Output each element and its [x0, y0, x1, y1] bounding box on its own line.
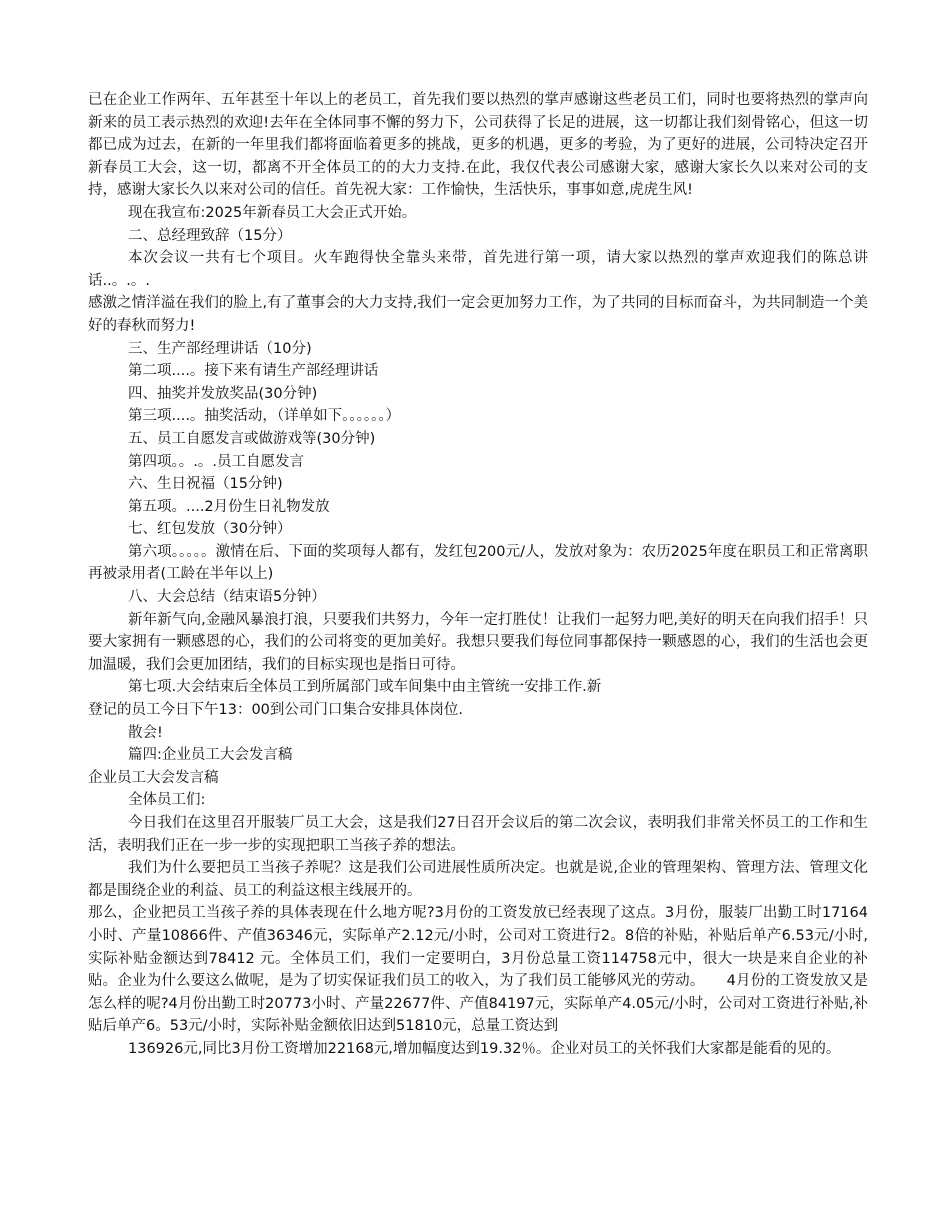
paragraph: 新年新气向,金融风暴浪打浪，只要我们共努力，今年一定打胜仗！让我们一起努力吧,美好的明天在向我们招手！只要大家拥有一颗感恩的心，我们的公司将变的更加美好。我想只要我们每位同事都保持一颗感恩的心，我们的生活也会更加温暖，我们会更加团结，我们的目标实现也是指日可待。	[88, 611, 868, 673]
paragraph: 第五项。....2月份生日礼物发放	[128, 498, 330, 515]
paragraph: 登记的员工今日下午13：00到公司门口集合安排具体岗位.	[88, 702, 464, 719]
paragraph: 现在我宣布:2025年新春员工大会正式开始。	[128, 204, 417, 221]
paragraph: 篇四:企业员工大会发言稿	[128, 747, 293, 764]
paragraph: 第六项。。。。。激情在后、下面的奖项每人都有，发红包200元/人，发放对象为：农历2025年度在职员工和正常离职再被录用者(工龄在半年以上)	[88, 543, 868, 583]
paragraph: 那么，企业把员工当孩子养的具体表现在什么地方呢?3月份的工资发放已经表现了这点。3月份，服装厂出勤工时17164小时、产量10866件、产值36346元，实际单产2.12元/小时，公司对工资进行2。8倍的补贴，补贴后单产6.53元/小时,实际补贴金额达到78412 元。全体员工们，我们一定要明白，3月份总量工资114758元中，很大一块是来自企业的补贴。企业为什么要这么做呢，是为了切实保证我们员工的收入，为了我们员工能够风光的劳动。 4月份的工资发放又是怎么样的呢?4月份出勤工时20773小时、产量22677件、产值84197元，实际单产4.05元/小时，公司对工资进行补贴,补贴后单产6。53元/小时，实际补贴金额依旧达到51810元，总量工资达到	[88, 905, 868, 1035]
paragraph: 本次会议一共有七个项目。火车跑得快全靠头来带，首先进行第一项，请大家以热烈的掌声欢迎我们的陈总讲话..。.。.	[88, 250, 868, 289]
paragraph: 二、总经理致辞（15分）	[128, 227, 292, 244]
paragraph: 全体员工们:	[128, 792, 206, 809]
paragraph: 第二项....。接下来有请生产部经理讲话	[128, 363, 379, 380]
document-body	[88, 89, 868, 1061]
paragraph: 第四项。。.。.员工自愿发言	[128, 453, 304, 470]
paragraph: 七、红包发放（30分钟）	[128, 521, 292, 538]
paragraph: 企业员工大会发言稿	[88, 769, 219, 786]
paragraph: 已在企业工作两年、五年甚至十年以上的老员工，首先我们要以热烈的掌声感谢这些老员工们，同时也要将热烈的掌声向新来的员工表示热烈的欢迎!去年在全体同事不懈的努力下，公司获得了长足的进展，这一切都让我们刻骨铭心，但这一切都已成为过去，在新的一年里我们都将面临着更多的挑战，更多的机遇，更多的考验，为了更好的进展，公司特决定召开新春员工大会，这一切，都离不开全体员工的的大力支持.在此，我仅代表公司感谢大家，感谢大家长久以来对公司的支持，感谢大家长久以来对公司的信任。首先祝大家：工作愉快，生活快乐，事事如意,虎虎生风!	[88, 92, 868, 199]
paragraph: 感激之情洋溢在我们的脸上,有了董事会的大力支持,我们一定会更加努力工作，为了共同的目标而奋斗，为共同制造一个美好的春秋而努力!	[88, 295, 868, 334]
paragraph: 八、大会总结（结束语5分钟）	[128, 589, 326, 606]
paragraph: 四、抽奖并发放奖品(30分钟)	[128, 385, 318, 402]
paragraph: 我们为什么要把员工当孩子养呢？这是我们公司进展性质所决定。也就是说,企业的管理架构、管理方法、管理文化都是围绕企业的利益、员工的利益这根主线展开的。	[88, 860, 868, 899]
paragraph: 散会!	[128, 724, 163, 741]
paragraph: 第三项....。抽奖活动，（详单如下。。。。。。）	[128, 408, 401, 425]
paragraph: 第七项.大会结束后全体员工到所属部门或车间集中由主管统一安排工作.新	[128, 679, 602, 696]
paragraph: 三、生产部经理讲话（10分)	[128, 340, 312, 357]
paragraph: 今日我们在这里召开服装厂员工大会，这是我们27日召开会议后的第二次会议，表明我们非常关怀员工的工作和生活，表明我们正在一步一步的实现把职工当孩子养的想法。	[88, 815, 868, 854]
paragraph: 五、员工自愿发言或做游戏等(30分钟)	[128, 430, 376, 447]
paragraph: 六、生日祝福（15分钟)	[128, 476, 283, 493]
paragraph: 136926元,同比3月份工资增加22168元,增加幅度达到19.32％。企业对员工的关怀我们大家都是能看的见的。	[128, 1040, 841, 1057]
